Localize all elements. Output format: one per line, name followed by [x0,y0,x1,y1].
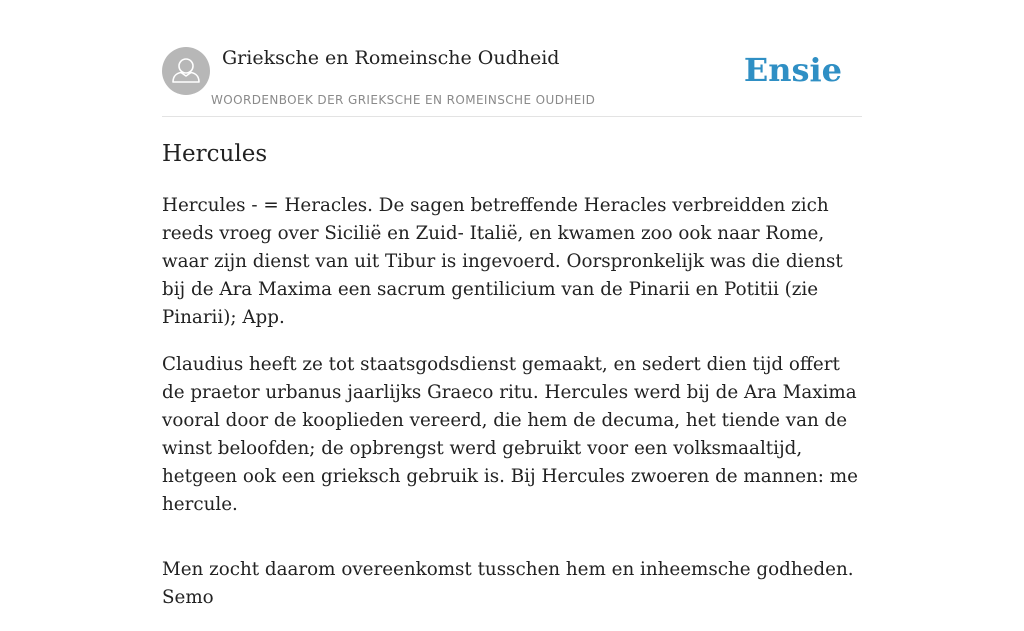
avatar[interactable] [162,47,210,95]
site-header [162,46,862,117]
article-paragraph-3: Men zocht daarom overeenkomst tusschen hem en inheemsche godheden. Semo [162,559,854,608]
site-title[interactable]: Grieksche en Romeinsche Oudheid [222,47,560,69]
article [162,138,862,631]
ensie-logo[interactable]: Ensie [743,51,842,89]
article-paragraph-1: Hercules - = Heracles. De sagen betreffende Heracles verbreidden zich reeds vroeg over Sicilië en Zuid- Italië, en kwamen zoo ook naar Rome, waar zijn dienst van uit Tibur is ingevoerd. Oorspronkelijk was die dienst bij de Ara Maxima een sacrum gentilicium van de Pinarii en Potitii (zie Pinarii); App. [162,195,843,328]
site-subtitle: WOORDENBOEK DER GRIEKSCHE EN ROMEINSCHE OUDHEID [211,93,596,107]
user-icon [162,47,210,95]
article-title: Hercules [162,141,268,167]
article-paragraph-2: Claudius heeft ze tot staatsgodsdienst gemaakt, en sedert dien tijd offert de praetor urbanus jaarlijks Graeco ritu. Hercules werd bij de Ara Maxima vooral door de kooplieden vereerd, die hem de decuma, het tiende van de winst beloofden; de opbrengst werd gebruikt voor een volksmaaltijd, hetgeen ook een grieksch gebruik is. Bij Hercules zwoeren de mannen: me hercule. [162,354,858,515]
